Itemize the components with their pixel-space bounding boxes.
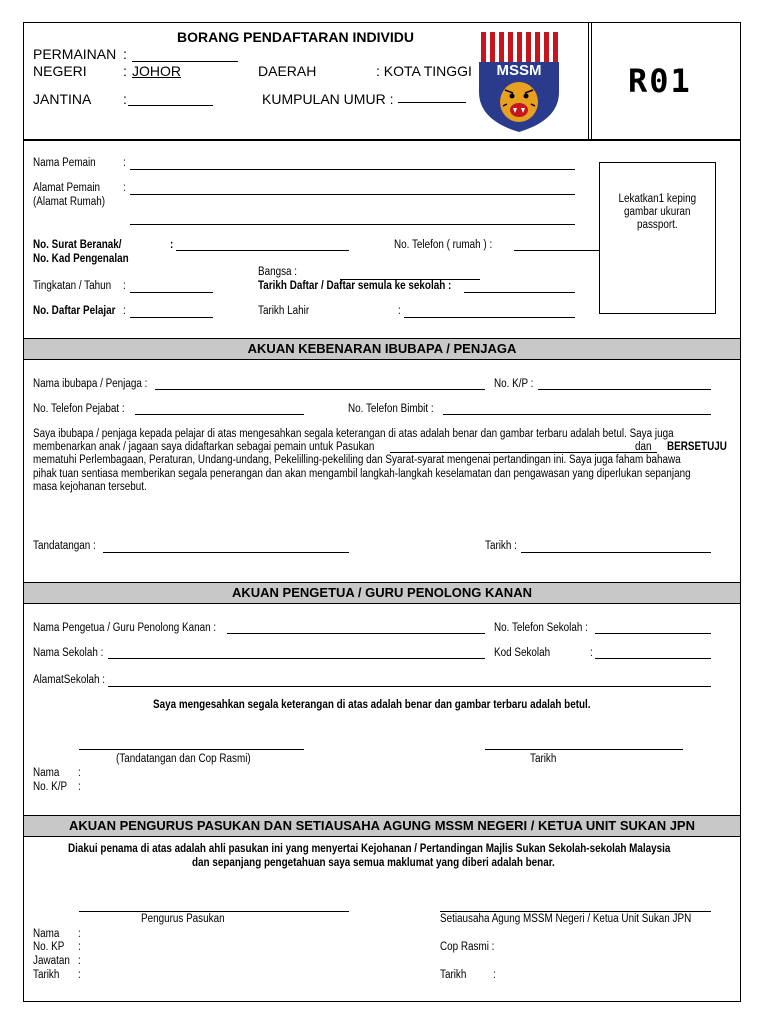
declaration-line-5: masa kejohanan tersebut. (33, 480, 147, 493)
tel-pejabat-label: No. Telefon Pejabat : (33, 403, 125, 415)
principal-sign-label: (Tandatangan dan Cop Rasmi) (116, 753, 251, 765)
tandatangan-label: Tandatangan : (33, 540, 96, 552)
telefon-rumah-field[interactable] (514, 250, 599, 251)
logo-text: MSSM (496, 62, 542, 79)
photo-instruction: Lekatkan1 keping gambar ukuran passport. (618, 193, 697, 231)
permainan-colon: : (123, 46, 127, 62)
tarikh-lahir-field[interactable] (404, 317, 575, 318)
team-nama-label: Nama (33, 928, 60, 940)
parent-section-heading: AKUAN KEBENARAN IBUBAPA / PENJAGA (24, 338, 740, 360)
team-tarikh-colon: : (78, 969, 81, 981)
tandatangan-field[interactable] (103, 552, 349, 553)
nama-pemain-colon: : (123, 157, 126, 169)
tel-bimbit-label: No. Telefon Bimbit : (348, 403, 434, 415)
principal-kp-colon: : (78, 781, 81, 793)
negeri-label: NEGERI (33, 63, 87, 79)
kod-sekolah-colon: : (590, 647, 593, 659)
pengurus-label: Pengurus Pasukan (141, 913, 225, 925)
declaration-line-2: membenarkan anak / jagaan saya didaftarkan sebagai pemain untuk Pasukan (33, 441, 375, 454)
surat-beranak-field[interactable] (176, 250, 349, 251)
team-decl-line-1: Diakui penama di atas adalah ahli pasukan ini yang menyertai Kejohanan / Pertandingan Majlis Sukan Sekolah-sekolah Malaysia (68, 843, 671, 855)
pengurus-sign-line[interactable] (79, 911, 349, 912)
form-title: BORANG PENDAFTARAN INDIVIDU (177, 29, 414, 45)
principal-nama-colon: : (78, 767, 81, 779)
alamat-field-1[interactable] (130, 194, 575, 195)
passport-photo-text (610, 193, 705, 232)
declaration-bersetuju: BERSETUJU (667, 441, 727, 454)
kumpulan-umur-field[interactable] (398, 102, 466, 103)
parent-tarikh-field[interactable] (521, 552, 711, 553)
setiausaha-label: Setiausaha Agung MSSM Negeri / Ketua Unit Sukan JPN (440, 913, 692, 925)
team-jawatan-colon: : (78, 955, 81, 967)
nama-sekolah-field[interactable] (108, 658, 485, 659)
negeri-colon: : (123, 63, 127, 79)
team-kp-label: No. KP (33, 941, 65, 953)
principal-declaration: Saya mengesahkan segala keterangan di atas adalah benar dan gambar terbaru adalah betul. (153, 699, 591, 711)
cop-rasmi-label: Cop Rasmi : (440, 941, 495, 953)
principal-sign-line[interactable] (79, 749, 304, 750)
tarikh-daftar-field[interactable] (464, 292, 575, 293)
declaration-line-1: Saya ibubapa / penjaga kepada pelajar di atas mengesahkan segala keterangan di atas adalah benar dan gambar terbaru adalah betul. Saya juga (33, 428, 674, 440)
nama-sekolah-label: Nama Sekolah : (33, 647, 104, 659)
negeri-value: JOHOR (132, 63, 181, 79)
alamat-colon: : (123, 182, 126, 194)
pengetua-nama-field[interactable] (227, 633, 485, 634)
nama-pemain-label: Nama Pemain (33, 157, 96, 169)
team-jawatan-label: Jawatan (33, 955, 70, 967)
jantina-label: JANTINA (33, 91, 92, 107)
surat-colon: : (170, 239, 174, 251)
principal-date-label: Tarikh (530, 753, 557, 765)
parent-kp-label: No. K/P : (494, 378, 534, 390)
alamat-field-2[interactable] (130, 224, 575, 225)
alamat-rumah-label: (Alamat Rumah) (33, 196, 105, 208)
alamat-sekolah-field[interactable] (108, 686, 711, 687)
parent-kp-field[interactable] (538, 389, 711, 390)
team-right-tarikh-colon: : (493, 969, 496, 981)
surat-beranak-label: No. Surat Beranak/ (33, 239, 122, 251)
daerah-label: DAERAH (258, 63, 317, 79)
tarikh-lahir-colon: : (398, 305, 401, 317)
kad-pengenalan-label: No. Kad Pengenalan (33, 253, 129, 265)
jantina-colon: : (123, 91, 127, 107)
team-kp-colon: : (78, 941, 81, 953)
daerah-value: : KOTA TINGGI (376, 63, 472, 79)
tarikh-lahir-label: Tarikh Lahir (258, 305, 310, 317)
header-vdivider-2 (591, 22, 592, 140)
passport-photo-box[interactable] (599, 162, 716, 314)
declaration-line-4: pihak tuan sentiasa memberikan segala penerangan dan akan mengambil langkah-langkah keselamatan dan pengawasan yang diperlukan sepanjang (33, 467, 691, 480)
parent-nama-field[interactable] (155, 389, 485, 390)
tel-pejabat-field[interactable] (135, 414, 304, 415)
bangsa-label: Bangsa : (258, 266, 298, 278)
setiausaha-sign-line[interactable] (440, 911, 711, 912)
team-section-heading: AKUAN PENGURUS PASUKAN DAN SETIAUSAHA AGUNG MSSM NEGERI / KETUA UNIT SUKAN JPN (24, 815, 740, 837)
principal-nama-label: Nama (33, 767, 60, 779)
team-right-tarikh-label: Tarikh (440, 969, 467, 981)
daftar-pelajar-field[interactable] (130, 317, 213, 318)
principal-date-line[interactable] (485, 749, 683, 750)
tarikh-daftar-label: Tarikh Daftar / Daftar semula ke sekolah : (258, 280, 452, 292)
tingkatan-colon: : (123, 280, 126, 292)
nama-pemain-field[interactable] (130, 169, 575, 170)
declaration-dan: dan (635, 441, 652, 454)
mssm-logo (477, 30, 561, 134)
permainan-field[interactable] (132, 61, 238, 62)
jantina-field[interactable] (128, 105, 213, 106)
parent-declaration (33, 428, 733, 494)
parent-nama-label: Nama ibubapa / Penjaga : (33, 378, 148, 390)
alamat-sekolah-label: AlamatSekolah : (33, 674, 106, 686)
parent-tarikh-label: Tarikh : (485, 540, 517, 552)
header-divider (24, 139, 740, 141)
tel-bimbit-field[interactable] (443, 414, 711, 415)
daftar-pelajar-label: No. Daftar Pelajar (33, 305, 116, 317)
alamat-pemain-label: Alamat Pemain (33, 182, 101, 194)
tingkatan-field[interactable] (130, 292, 213, 293)
principal-section-heading: AKUAN PENGETUA / GURU PENOLONG KANAN (24, 582, 740, 604)
team-declaration-1 (68, 843, 670, 855)
telefon-rumah-label: No. Telefon ( rumah ) : (394, 239, 493, 251)
pengetua-nama-label: Nama Pengetua / Guru Penolong Kanan : (33, 622, 217, 634)
permainan-label: PERMAINAN (33, 46, 117, 62)
tingkatan-label: Tingkatan / Tahun (33, 280, 112, 292)
team-nama-colon: : (78, 928, 81, 940)
principal-kp-label: No. K/P (33, 781, 68, 793)
pasukan-field[interactable] (390, 452, 657, 453)
kod-sekolah-label: Kod Sekolah (494, 647, 551, 659)
tel-sekolah-label: No. Telefon Sekolah : (494, 622, 588, 634)
form-code: R01 (628, 62, 692, 100)
daftar-pelajar-colon: : (123, 305, 126, 317)
team-declaration-2: dan sepanjang pengetahuan saya semua maklumat yang diberi adalah benar. (192, 857, 555, 869)
tel-sekolah-field[interactable] (595, 633, 711, 634)
kod-sekolah-field[interactable] (595, 658, 711, 659)
declaration-line-3: mematuhi Perlembagaan, Peraturan, Undang-undang, Pekelilling-pekeliling dan Syarat-syarat mengenai pertandingan ini. Saya juga faham bahawa (33, 454, 681, 467)
kumpulan-umur-label: KUMPULAN UMUR : (262, 91, 394, 107)
header-vdivider (588, 22, 589, 140)
team-tarikh-label: Tarikh (33, 969, 60, 981)
